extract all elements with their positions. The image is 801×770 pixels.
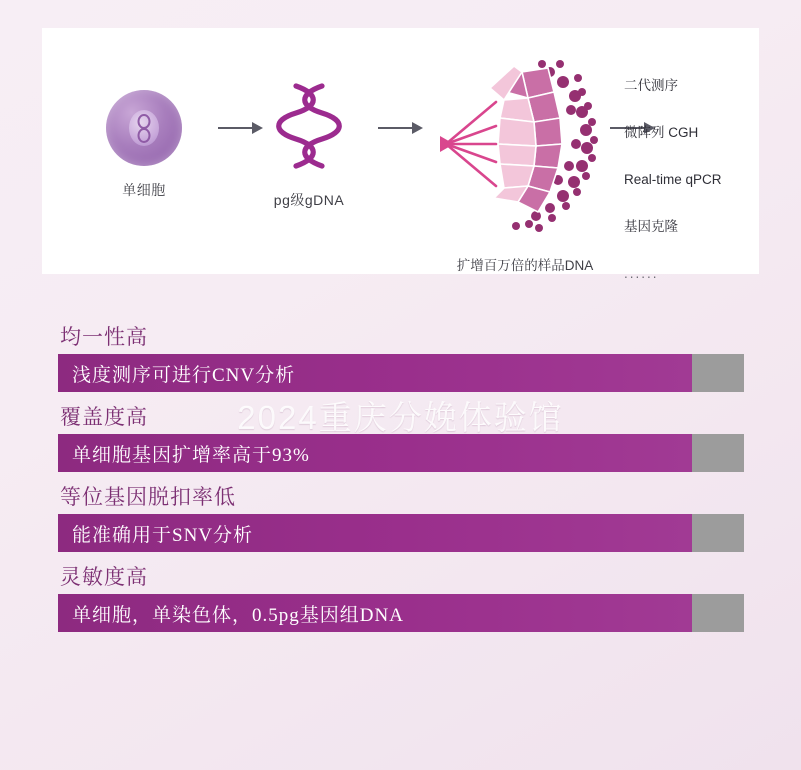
feature-item-0: [0, 320, 801, 392]
arrow-right-icon-2: [378, 121, 424, 135]
feature-bar-3: [58, 594, 744, 632]
application-item-4: ......: [624, 266, 659, 281]
amplified-dna-blob-icon: [430, 48, 620, 244]
dna-helix-svg: [244, 80, 374, 176]
watermark-text: 2024重庆分娩体验馆: [237, 399, 564, 436]
step-amplified-dna: [430, 48, 620, 244]
step-gdna: [244, 80, 374, 210]
single-cell-icon: [106, 90, 182, 166]
step-amplified-dna-label: 扩增百万倍的样品DNA: [456, 258, 594, 273]
workflow-diagram-card: [42, 28, 759, 281]
feature-item-1: [0, 400, 801, 472]
feature-bar-tail-3: [692, 594, 744, 632]
feature-bar-2: [58, 514, 744, 552]
feature-bar-tail-1: [692, 434, 744, 472]
step-single-cell: [64, 90, 224, 200]
amplified-dna-blob-svg: [430, 48, 620, 244]
application-item-1: 微阵列 CGH: [624, 125, 699, 140]
application-item-2: Real-time qPCR: [624, 172, 722, 187]
application-list: [624, 62, 756, 297]
feature-bar-text-3: 单细胞，单染色体，0.5pg基因组DNA: [58, 594, 692, 632]
step-single-cell-label: 单细胞: [122, 182, 166, 198]
cell-nucleus-icon: [129, 110, 159, 146]
feature-title-3: 灵敏度高: [60, 565, 148, 589]
feature-bar-text-2: 能准确用于SNV分析: [58, 514, 692, 552]
feature-bar-tail-2: [692, 514, 744, 552]
feature-bar-0: [58, 354, 744, 392]
application-item-3: 基因克隆: [624, 219, 678, 234]
feature-bar-text-0: 浅度测序可进行CNV分析: [58, 354, 692, 392]
workflow-flow: [42, 28, 759, 281]
feature-bar-1: [58, 434, 744, 472]
feature-bar-tail-0: [692, 354, 744, 392]
feature-item-2: [0, 480, 801, 552]
feature-bar-text-1: 单细胞基因扩增率高于93%: [58, 434, 692, 472]
application-item-0: 二代测序: [624, 78, 678, 93]
feature-title-1: 覆盖度高: [60, 405, 148, 429]
dna-helix-icon: [244, 80, 374, 176]
feature-title-2: 等位基因脱扣率低: [60, 485, 236, 509]
feature-title-0: 均一性高: [60, 325, 148, 349]
feature-list: [0, 320, 801, 640]
feature-item-3: [0, 560, 801, 632]
step-gdna-label: pg级gDNA: [273, 192, 345, 208]
